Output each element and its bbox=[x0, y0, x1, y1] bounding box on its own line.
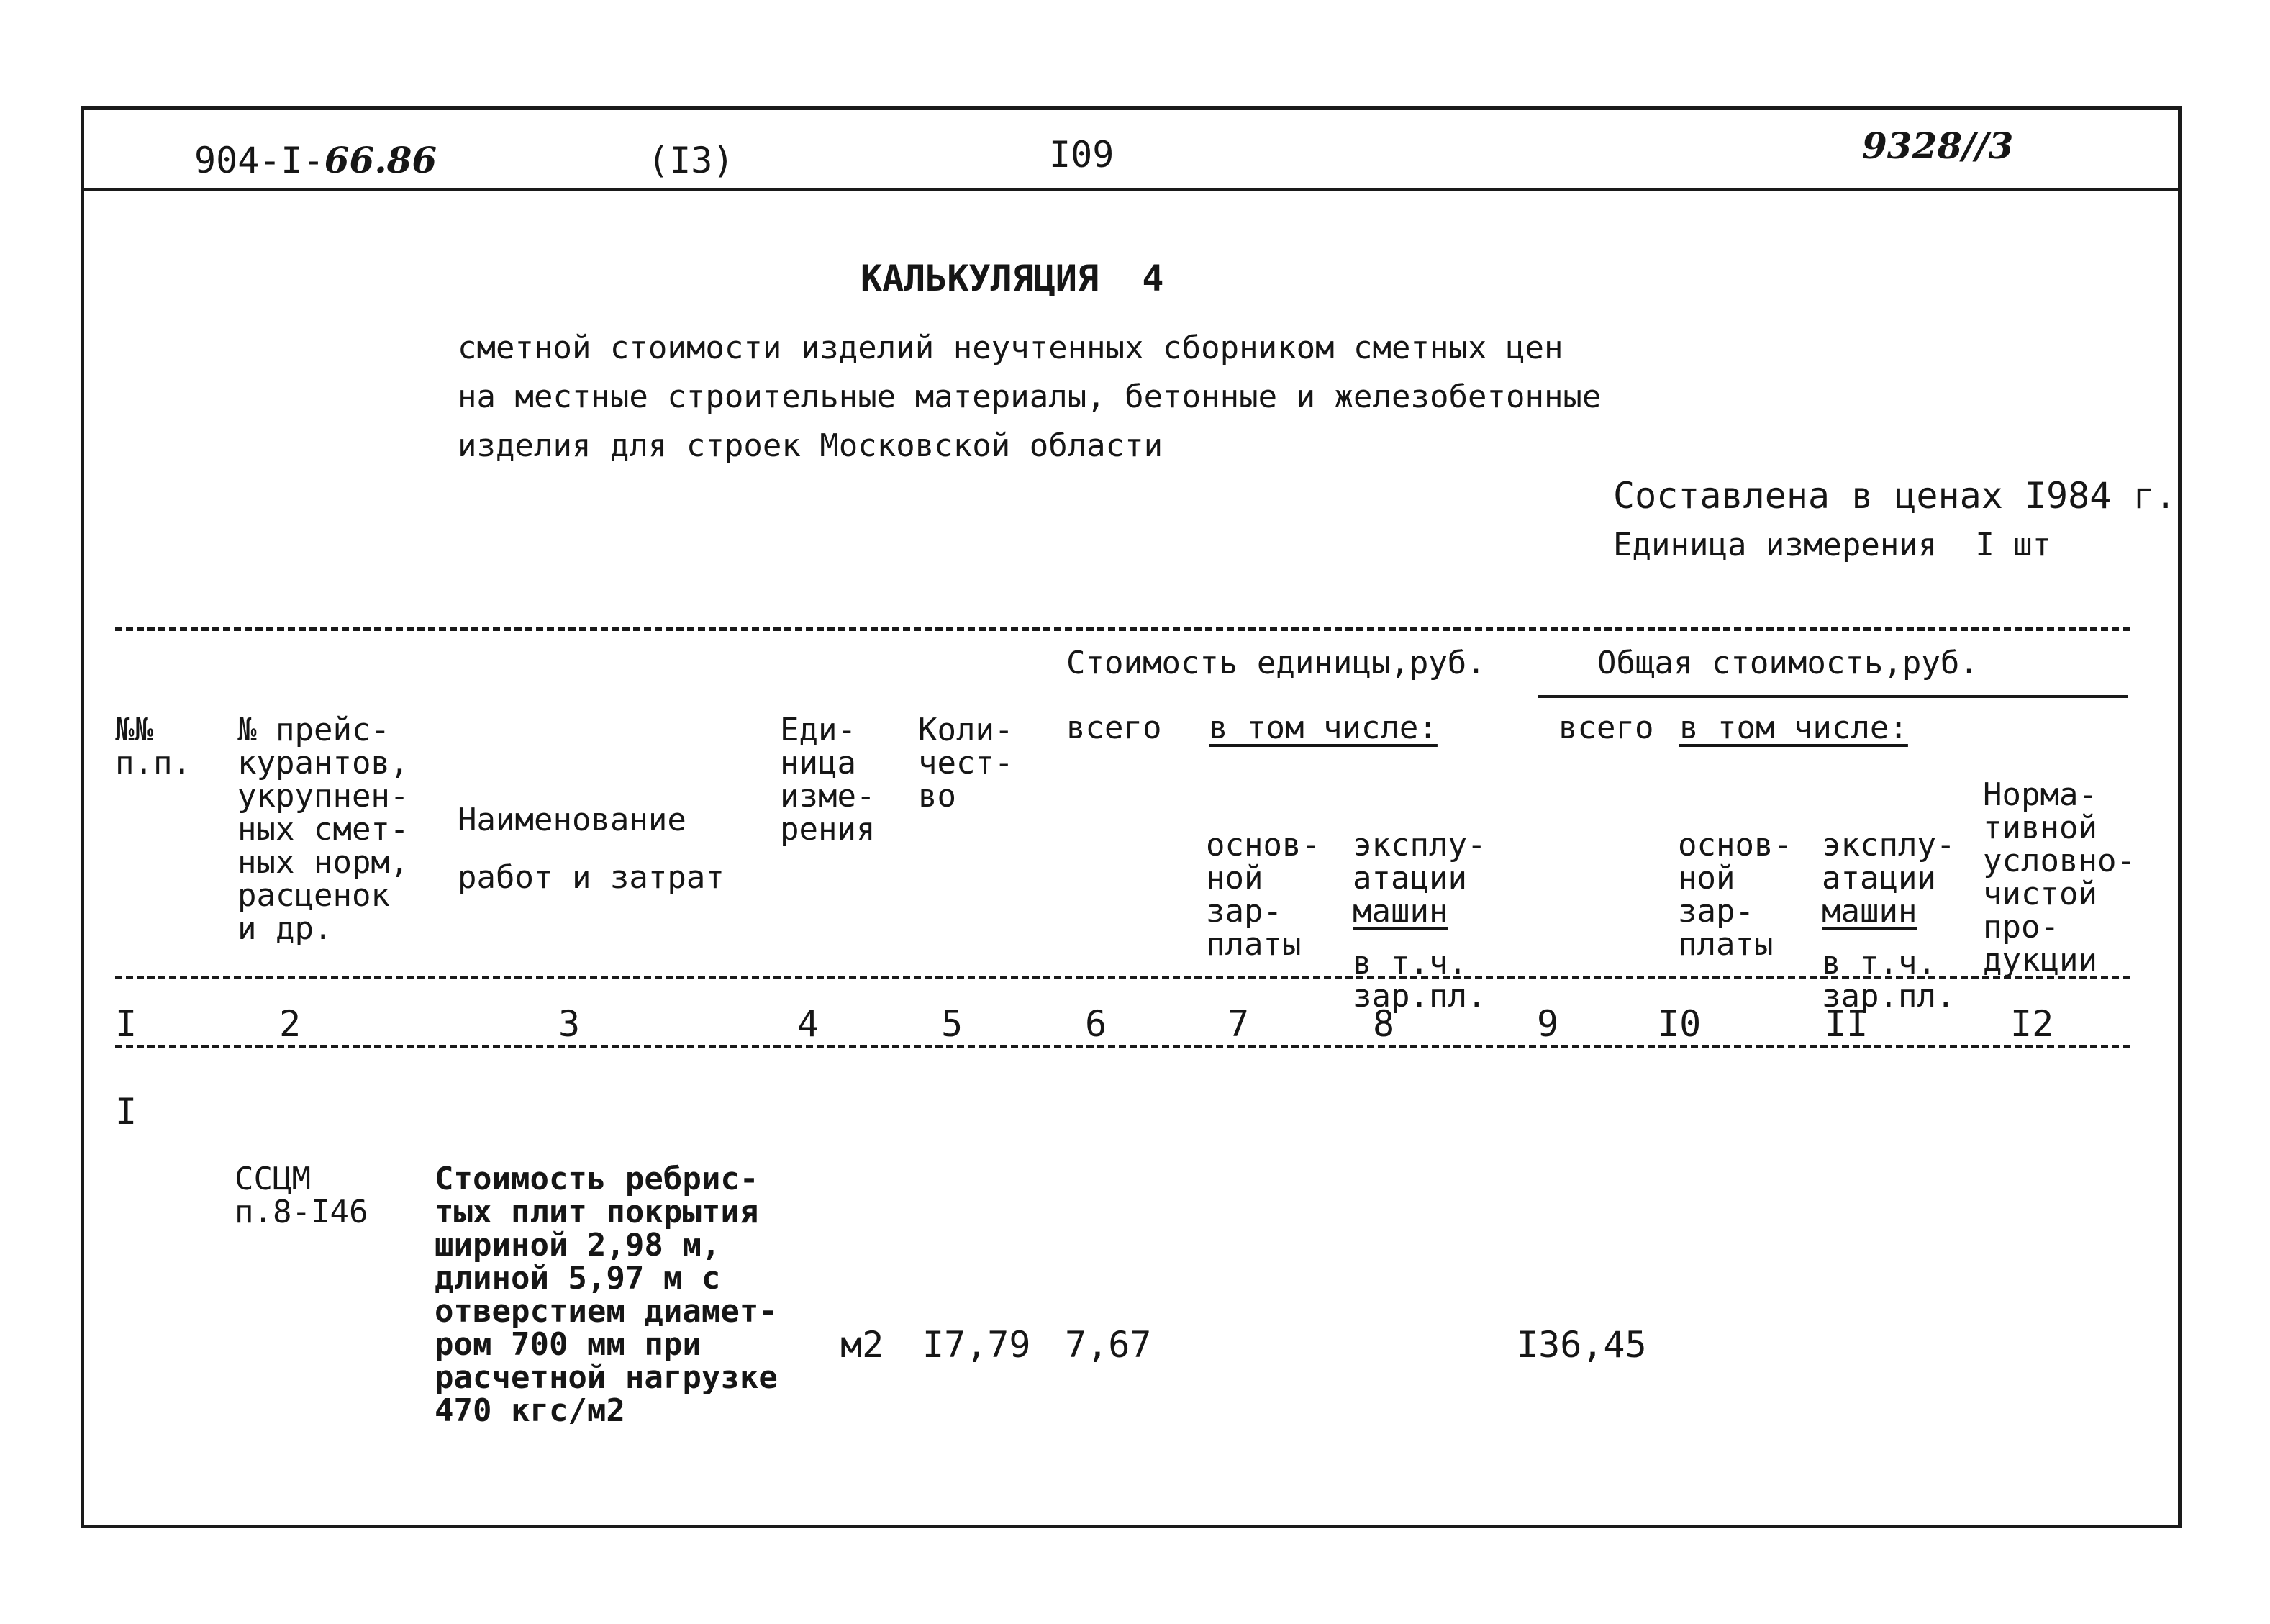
header-bottom-rule bbox=[115, 976, 2130, 979]
title-line-2: на местные строительные материалы, бетонные и железобетонные bbox=[458, 378, 1602, 415]
col-1-header: №№ п.п. bbox=[115, 712, 191, 781]
col-number: 4 bbox=[797, 1003, 820, 1045]
row-total: I36,45 bbox=[1517, 1324, 1647, 1366]
col-number: I2 bbox=[2010, 1003, 2054, 1045]
total-incl: в том числе: bbox=[1679, 709, 1908, 746]
table-top-rule bbox=[115, 627, 2130, 631]
col-number: 9 bbox=[1537, 1003, 1559, 1045]
total-vsego: всего bbox=[1558, 709, 1654, 746]
col-numbers-rule bbox=[115, 1045, 2130, 1048]
col-number: 2 bbox=[279, 1003, 301, 1045]
row-reference: ССЦМ п.8-I46 bbox=[235, 1161, 368, 1230]
col-number: 8 bbox=[1373, 1003, 1395, 1045]
row-unit: м2 bbox=[840, 1324, 884, 1366]
row-unit-total: 7,67 bbox=[1065, 1324, 1152, 1366]
unit-vsego: всего bbox=[1066, 709, 1162, 746]
col-number: 7 bbox=[1227, 1003, 1250, 1045]
col-12-header: Норма- тивной условно- чистой про- дукции bbox=[1983, 776, 2135, 979]
header-divider bbox=[84, 188, 2178, 191]
col-number: I0 bbox=[1658, 1003, 1702, 1045]
col-5-header: Коли- чест- во bbox=[918, 712, 1014, 815]
col-number: I bbox=[115, 1003, 137, 1045]
total-base-wage: основ- ной зар- платы bbox=[1678, 827, 1792, 963]
unit-base-wage: основ- ной зар- платы bbox=[1206, 827, 1320, 963]
measure-unit: Единица измерения I шт bbox=[1613, 527, 2052, 563]
unit-machines: эксплу- атации машин bbox=[1353, 827, 1486, 930]
unit-incl: в том числе: bbox=[1209, 709, 1438, 746]
page-number: I09 bbox=[1049, 134, 1114, 176]
col-number: II bbox=[1825, 1003, 1869, 1045]
title-line-1: сметной стоимости изделий неучтенных сборником сметных цен bbox=[458, 330, 1563, 366]
total-cost-header: Общая стоимость,руб. bbox=[1597, 645, 1979, 681]
doc-code: 904-I-66.86 bbox=[194, 139, 437, 181]
total-incl-wage: в т.ч. зар.пл. bbox=[1822, 945, 1956, 1015]
unit-cost-header: Стоимость единицы,руб. bbox=[1066, 645, 1486, 681]
col-3-header: Наименование работ и затрат bbox=[458, 802, 725, 896]
col-number: 6 bbox=[1085, 1003, 1107, 1045]
row-quantity: I7,79 bbox=[922, 1324, 1031, 1366]
total-cost-rule bbox=[1538, 695, 2128, 698]
calc-title: КАЛЬКУЛЯЦИЯ 4 bbox=[861, 258, 1164, 299]
col-number: 5 bbox=[941, 1003, 963, 1045]
sheet-number: (I3) bbox=[648, 140, 735, 181]
row-name: Стоимость ребрис- тых плит покрытия шириной 2,98 м, длиной 5,97 м с отверстием диамет- ром 700 мм при расчетной нагрузке 470 кгс/м2 bbox=[435, 1161, 778, 1429]
title-line-3: изделия для строек Московской области bbox=[458, 427, 1163, 464]
total-machines: эксплу- атации машин bbox=[1822, 827, 1956, 930]
archive-number: 9328//3 bbox=[1862, 124, 2014, 167]
unit-incl-wage: в т.ч. зар.пл. bbox=[1353, 945, 1486, 1015]
price-basis: Составлена в ценах I984 г. bbox=[1613, 475, 2176, 517]
row-number: I bbox=[115, 1091, 137, 1133]
col-number: 3 bbox=[558, 1003, 581, 1045]
col-2-header: № прейс- курантов, укрупнен- ных смет- ных норм, расценок и др. bbox=[237, 712, 409, 947]
col-4-header: Еди- ница изме- рения bbox=[780, 712, 876, 848]
